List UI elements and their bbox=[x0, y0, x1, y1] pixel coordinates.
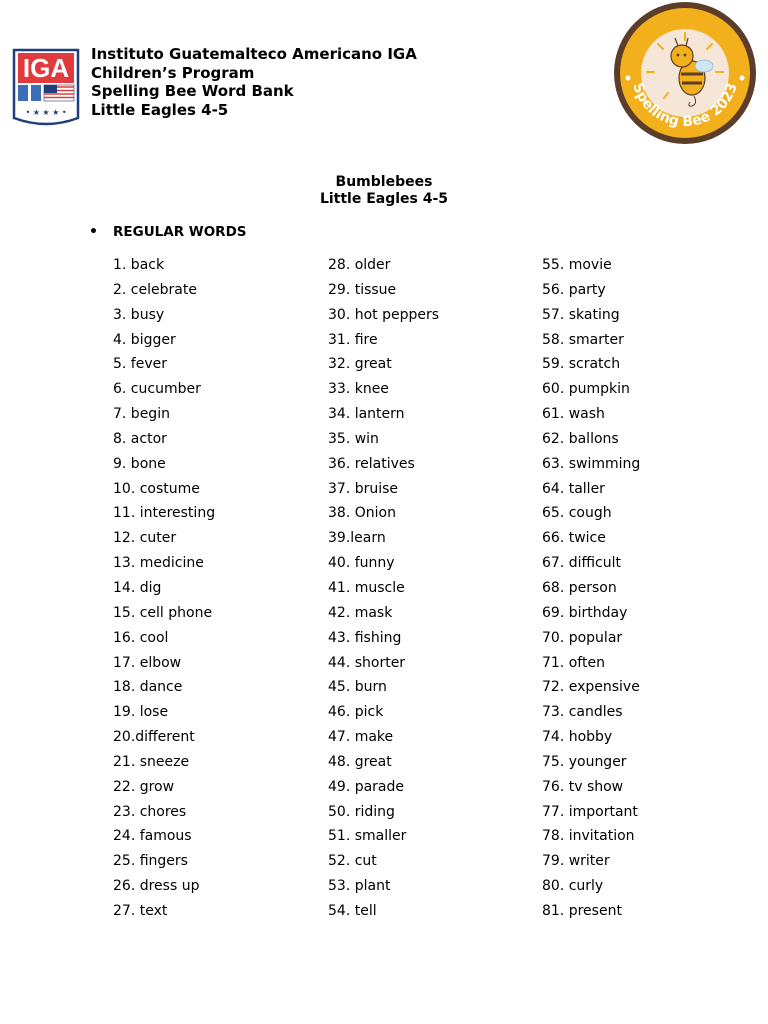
word-list-item: 63. swimming bbox=[542, 455, 641, 472]
word-list-item: 38. Onion bbox=[328, 505, 396, 522]
word-list-item: 66. twice bbox=[542, 530, 606, 547]
word-list-item: 62. ballons bbox=[542, 430, 619, 447]
word-list-item: 16. cool bbox=[113, 629, 169, 646]
page-title bbox=[0, 174, 768, 208]
institution-name: Instituto Guatemalteco Americano IGA bbox=[91, 45, 417, 63]
word-list-item: 47. make bbox=[328, 729, 394, 746]
word-list-item: 1. back bbox=[113, 257, 165, 273]
word-list-item: 44. shorter bbox=[328, 654, 406, 671]
word-list-item: 21. sneeze bbox=[113, 753, 190, 770]
logo-text: IGA bbox=[22, 53, 70, 83]
word-list-item: 35. win bbox=[328, 430, 379, 447]
spelling-bee-badge bbox=[612, 0, 758, 146]
title-line-2: Little Eagles 4-5 bbox=[319, 191, 449, 207]
word-list-item: 34. lantern bbox=[328, 406, 405, 423]
word-list-item: 19. lose bbox=[113, 704, 169, 721]
section-label: REGULAR WORDS bbox=[113, 224, 247, 240]
word-list-item: 75. younger bbox=[542, 753, 627, 770]
word-list-item: 54. tell bbox=[328, 902, 377, 919]
word-column-1 bbox=[113, 255, 323, 926]
word-list-item: 57. skating bbox=[542, 306, 620, 323]
badge-text: Spelling Bee 2023 bbox=[629, 81, 741, 131]
program-name: Children’s Program bbox=[91, 63, 255, 82]
word-list-item: 4. bigger bbox=[113, 331, 176, 348]
word-list-item: 32. great bbox=[328, 356, 392, 373]
word-list-item: 10. costume bbox=[113, 480, 200, 497]
word-list-item: 60. pumpkin bbox=[542, 381, 630, 398]
word-list-item: 52. cut bbox=[328, 853, 377, 870]
word-list-item: 27. text bbox=[113, 902, 168, 919]
word-list-item: 69. birthday bbox=[542, 604, 628, 621]
word-list-item: 5. fever bbox=[113, 356, 168, 373]
word-list-item: 13. medicine bbox=[113, 555, 204, 572]
iga-logo bbox=[12, 46, 80, 126]
word-list-item: 72. expensive bbox=[542, 679, 640, 696]
word-list-item: 81. present bbox=[542, 902, 622, 919]
word-list-item: 12. cuter bbox=[113, 530, 177, 547]
word-list-item: 42. mask bbox=[328, 604, 393, 621]
word-list-item: 31. fire bbox=[328, 331, 378, 348]
word-list-item: 2. celebrate bbox=[113, 281, 197, 298]
section-heading bbox=[89, 223, 247, 241]
word-list-item: 23. chores bbox=[113, 803, 187, 820]
word-list-item: 55. movie bbox=[542, 257, 612, 273]
word-list-item: 78. invitation bbox=[542, 828, 635, 845]
word-list-item: 67. difficult bbox=[542, 555, 621, 572]
word-list-item: 6. cucumber bbox=[113, 381, 201, 398]
word-list-item: 25. fingers bbox=[113, 853, 188, 870]
word-list-item: 37. bruise bbox=[328, 480, 399, 497]
level-name: Little Eagles 4-5 bbox=[91, 100, 229, 119]
title-line-1: Bumblebees bbox=[335, 174, 433, 190]
word-list-item: 22. grow bbox=[113, 778, 175, 795]
word-list-item: 76. tv show bbox=[542, 778, 624, 795]
word-list-item: 40. funny bbox=[328, 555, 395, 572]
word-list-item: 39.learn bbox=[328, 530, 386, 547]
word-list-item: 79. writer bbox=[542, 853, 610, 870]
word-list-item: 68. person bbox=[542, 579, 617, 596]
word-list-item: 15. cell phone bbox=[113, 604, 213, 621]
word-list-item: 74. hobby bbox=[542, 729, 613, 746]
word-list-item: 73. candles bbox=[542, 704, 623, 721]
word-column-2 bbox=[328, 255, 538, 926]
header-block bbox=[91, 45, 417, 119]
word-list-item: 43. fishing bbox=[328, 629, 402, 646]
word-list-item: 50. riding bbox=[328, 803, 395, 820]
word-list-item: 3. busy bbox=[113, 306, 165, 323]
word-list-item: 58. smarter bbox=[542, 331, 624, 348]
word-list-item: 46. pick bbox=[328, 704, 384, 721]
word-list-item: 26. dress up bbox=[113, 878, 200, 895]
word-list-item: 77. important bbox=[542, 803, 638, 820]
word-list-item: 59. scratch bbox=[542, 356, 621, 373]
word-list-item: 9. bone bbox=[113, 455, 166, 472]
word-list-item: 71. often bbox=[542, 654, 605, 671]
word-list-item: 56. party bbox=[542, 281, 606, 298]
word-list-item: 49. parade bbox=[328, 778, 405, 795]
word-list-item: 14. dig bbox=[113, 579, 162, 596]
bullet-icon: • bbox=[89, 224, 98, 240]
word-list-item: 8. actor bbox=[113, 430, 167, 447]
word-list-item: 45. burn bbox=[328, 679, 387, 696]
word-list-item: 41. muscle bbox=[328, 579, 405, 596]
svg-text:• ★ ★ ★ •: • ★ ★ ★ • bbox=[25, 108, 67, 117]
word-list-item: 28. older bbox=[328, 257, 391, 273]
word-list-item: 61. wash bbox=[542, 406, 605, 423]
word-list-item: 65. cough bbox=[542, 505, 612, 522]
word-list-item: 48. great bbox=[328, 753, 392, 770]
word-list-item: 53. plant bbox=[328, 878, 391, 895]
word-list-item: 20.different bbox=[113, 729, 195, 746]
word-list-item: 17. elbow bbox=[113, 654, 182, 671]
word-list-item: 7. begin bbox=[113, 406, 170, 423]
word-list-item: 30. hot peppers bbox=[328, 306, 440, 323]
word-list-item: 29. tissue bbox=[328, 281, 397, 298]
word-column-3 bbox=[542, 255, 752, 926]
word-list-item: 64. taller bbox=[542, 480, 605, 497]
word-list-item: 24. famous bbox=[113, 828, 192, 845]
document-name: Spelling Bee Word Bank bbox=[91, 82, 294, 100]
word-list-item: 80. curly bbox=[542, 878, 604, 895]
word-list-item: 51. smaller bbox=[328, 828, 407, 845]
word-list-item: 36. relatives bbox=[328, 455, 415, 472]
word-list-item: 11. interesting bbox=[113, 505, 216, 522]
word-list-item: 33. knee bbox=[328, 381, 389, 398]
word-list-item: 70. popular bbox=[542, 629, 623, 646]
word-list-item: 18. dance bbox=[113, 679, 183, 696]
